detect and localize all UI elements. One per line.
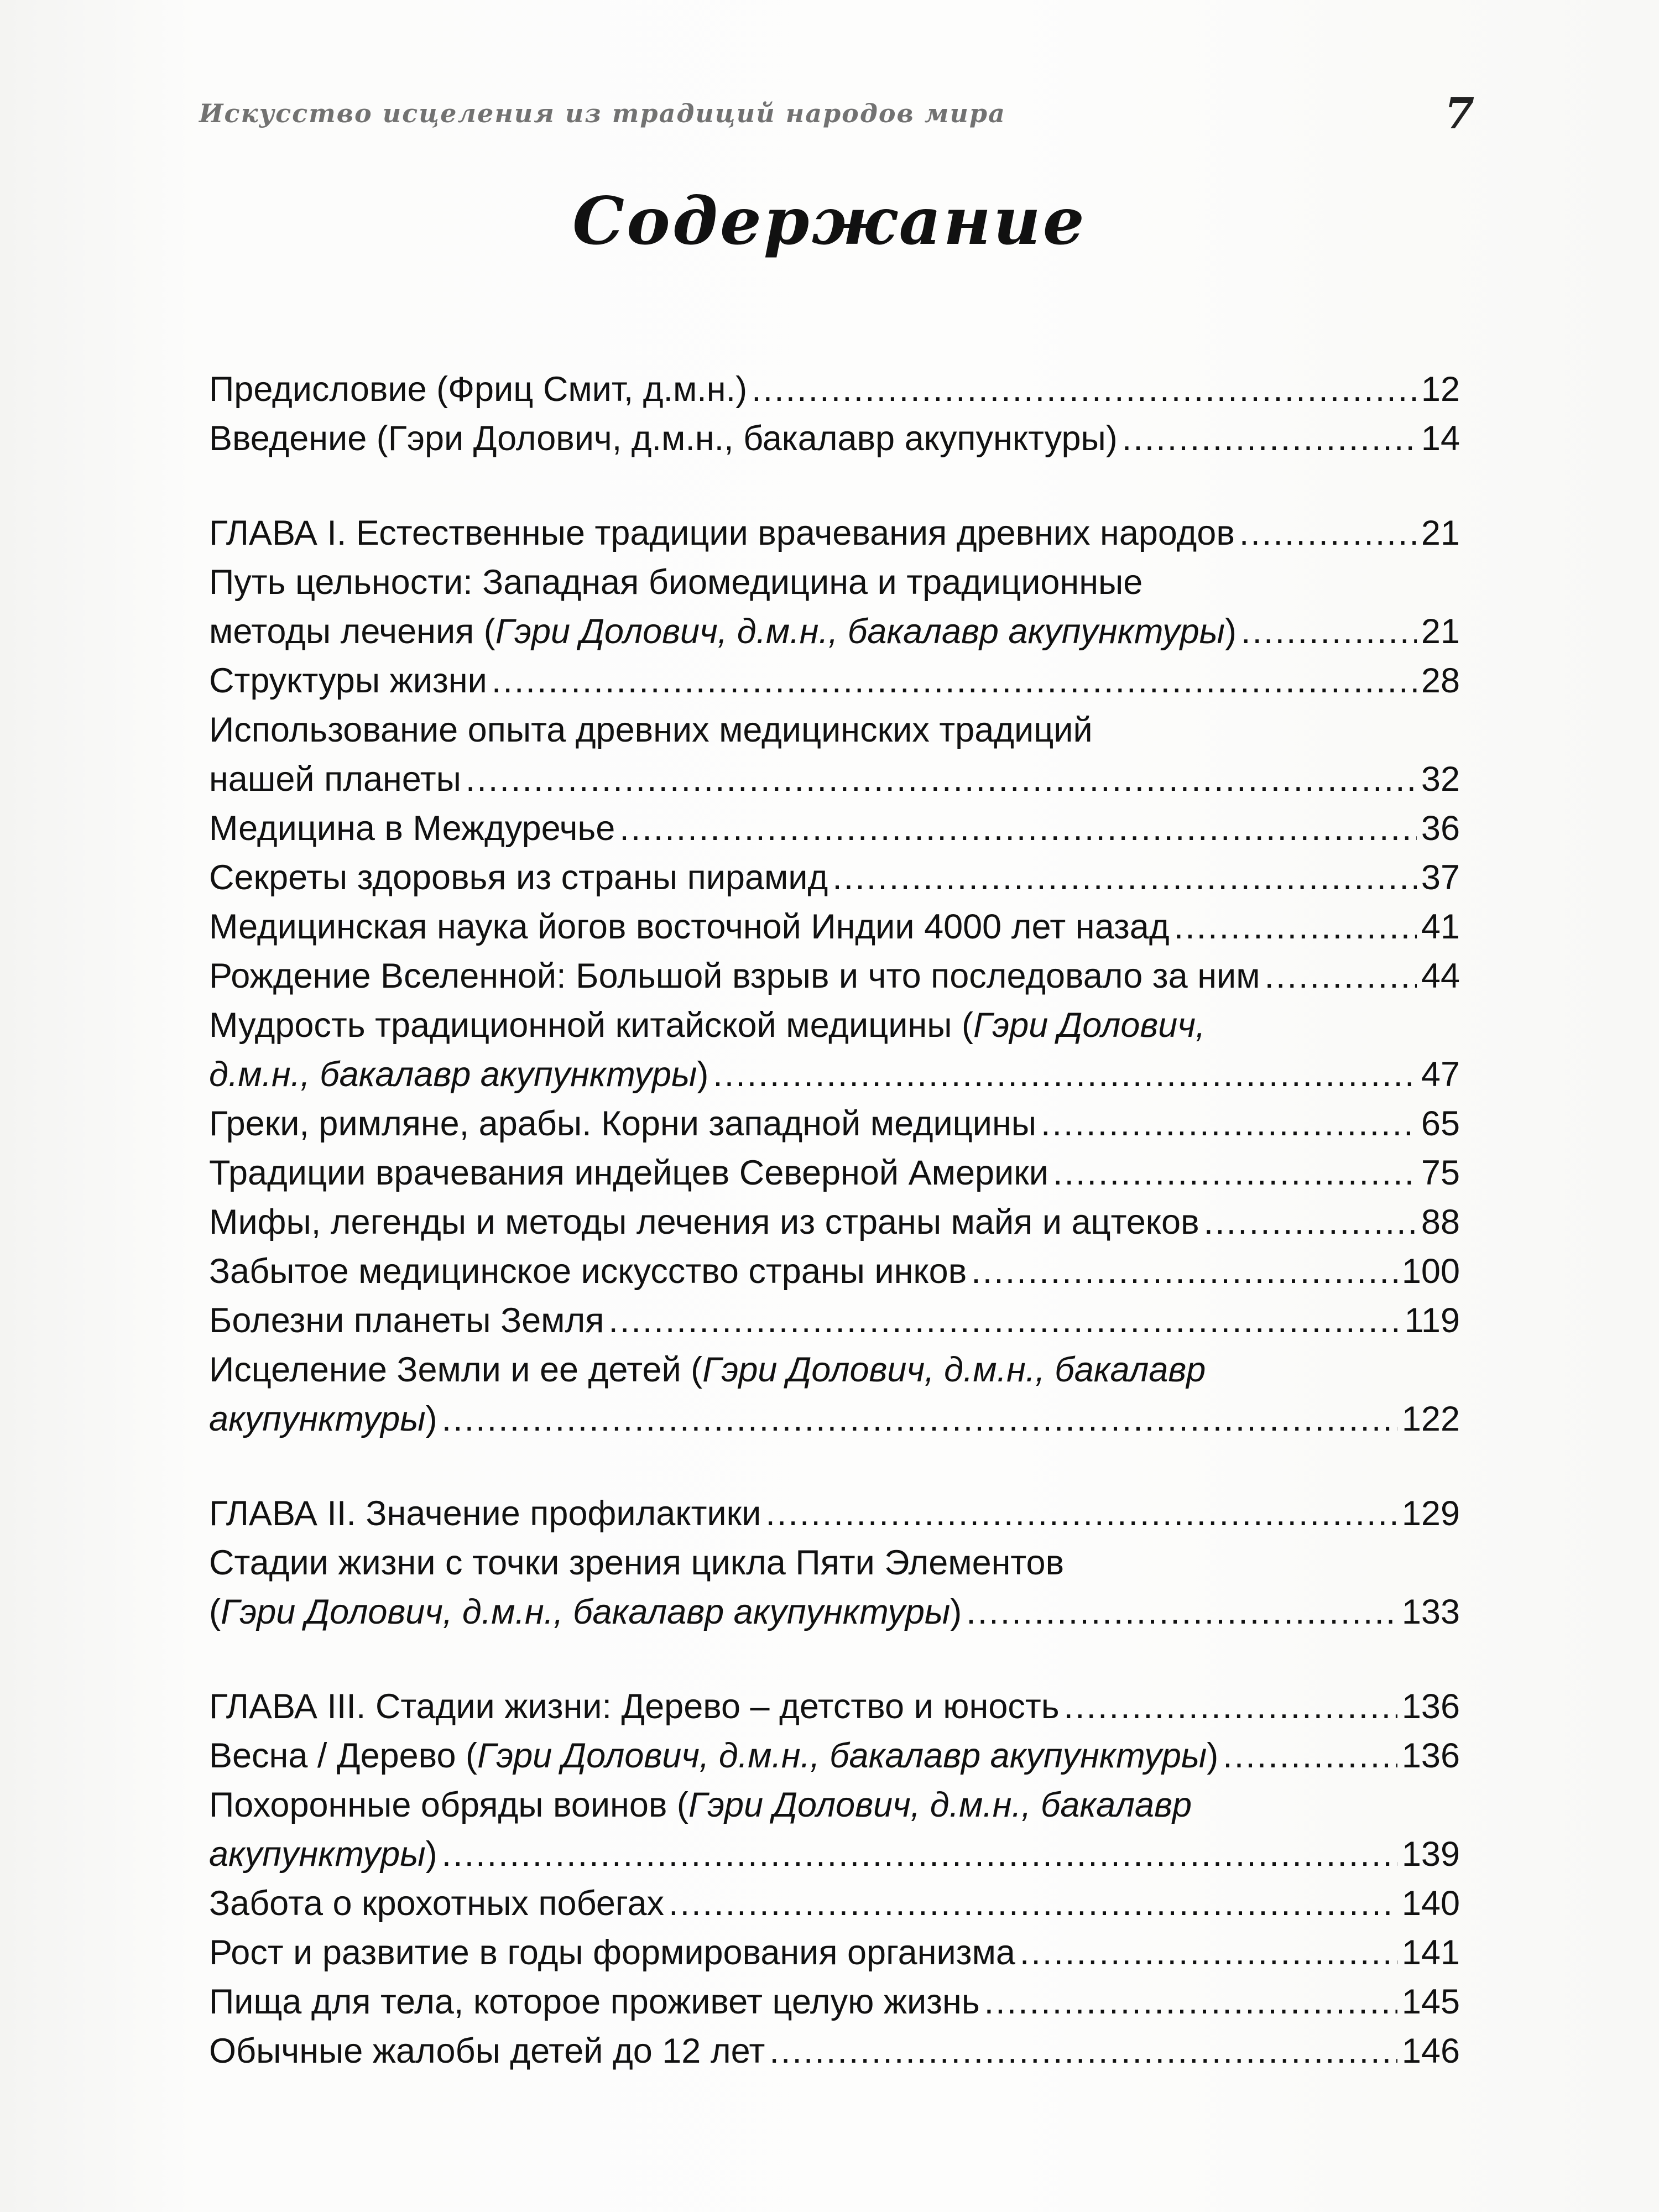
toc-title-text: Стадии жизни с точки зрения цикла Пяти Элементов	[209, 1543, 1065, 1582]
toc-title-text: Рождение Вселенной: Большой взрыв и что последовало за ним	[209, 957, 1260, 995]
toc-entry-title	[209, 1538, 1064, 1588]
toc-page-number: 36	[1421, 809, 1460, 848]
toc-page-number: 136	[1401, 1687, 1460, 1726]
toc-page-number: 14	[1421, 419, 1460, 458]
toc-title-text: Путь цельности: Западная биомедицина и традиционные	[209, 563, 1143, 602]
toc-entry-title	[209, 1588, 962, 1637]
toc-page-number: 139	[1401, 1835, 1460, 1874]
toc-title-text: Весна / Дерево (	[209, 1736, 477, 1775]
toc-entry-title	[209, 1731, 1218, 1781]
toc-entry-line	[209, 1247, 1460, 1296]
toc-entry-title	[209, 1296, 604, 1345]
toc-title-text: Введение (Гэри Долович, д.м.н., бакалавр акупунктуры)	[209, 419, 1118, 458]
toc-entry-title	[209, 2027, 765, 2076]
toc-entry	[209, 1198, 1460, 1247]
toc-page-number: 88	[1421, 1203, 1460, 1241]
toc-entry-line	[209, 607, 1460, 656]
toc-entry	[209, 1149, 1460, 1198]
toc-entry-line	[209, 1001, 1460, 1050]
toc-title-text: Пища для тела, которое проживет целую жизнь	[209, 1983, 980, 2021]
toc-entry-line	[209, 1978, 1460, 2027]
toc-entry-line	[209, 1538, 1460, 1588]
toc-entry-title	[209, 1830, 437, 1879]
toc-author-text: д.м.н., бакалавр акупунктуры	[209, 1055, 697, 1094]
toc-entry	[209, 509, 1460, 558]
dot-leader	[1265, 952, 1417, 1001]
toc-page-number: 41	[1421, 907, 1460, 946]
dot-leader	[769, 2027, 1397, 2076]
toc-entry-line	[209, 509, 1460, 558]
toc-entry-line	[209, 902, 1460, 952]
toc-title-text: Предисловие (Фриц Смит, д.м.н.)	[209, 370, 748, 409]
dot-leader	[752, 365, 1417, 414]
toc-title-text: )	[1207, 1736, 1219, 1775]
toc-entry	[209, 1489, 1460, 1538]
toc-page-number: 32	[1421, 760, 1460, 799]
toc-title-text: Похоронные обряды воинов (	[209, 1786, 688, 1824]
dot-leader	[765, 1489, 1397, 1538]
toc-title-text: Медицинская наука йогов восточной Индии 4000 лет назад	[209, 907, 1170, 946]
toc-page-number: 146	[1401, 2032, 1460, 2070]
toc-author-text: Гэри Долович, д.м.н., бакалавр	[688, 1786, 1192, 1824]
toc-entry	[209, 1978, 1460, 2027]
toc-page-number: 21	[1421, 514, 1460, 552]
toc-entry-title	[209, 1395, 437, 1444]
toc-entry-line	[209, 1830, 1460, 1879]
toc-entry-title	[209, 509, 1235, 558]
toc-entry-line	[209, 1050, 1460, 1099]
page-number: 7	[1444, 88, 1475, 139]
toc-entry	[209, 1928, 1460, 1978]
toc-author-text: Гэри Долович, д.м.н., бакалавр акупунктуры	[477, 1736, 1207, 1775]
toc-page-number: 44	[1421, 957, 1460, 995]
toc-entry	[209, 853, 1460, 902]
toc-title-text: Медицина в Междуречье	[209, 809, 615, 848]
toc-entry-title	[209, 558, 1142, 607]
section-gap	[209, 1444, 1460, 1489]
toc-entry-line	[209, 1879, 1460, 1928]
toc-title-text: Мудрость традиционной китайской медицины (	[209, 1006, 974, 1045]
toc-page-number: 37	[1421, 858, 1460, 897]
toc-page-number: 140	[1401, 1884, 1460, 1923]
toc-title-text: )	[697, 1055, 709, 1094]
dot-leader	[966, 1588, 1397, 1637]
toc-entry-line	[209, 1198, 1460, 1247]
toc-entry-title	[209, 1247, 967, 1296]
toc-entry	[209, 1296, 1460, 1345]
toc-page-number: 141	[1401, 1933, 1460, 1972]
toc-entry-line	[209, 1395, 1460, 1444]
dot-leader	[1064, 1682, 1397, 1731]
toc-entry	[209, 1099, 1460, 1149]
toc-title-text: )	[425, 1835, 437, 1874]
toc-entry	[209, 558, 1460, 656]
dot-leader	[1053, 1149, 1417, 1198]
toc-title-text: Забота о крохотных побегах	[209, 1884, 665, 1923]
toc-entry-title	[209, 902, 1170, 952]
dot-leader	[1241, 607, 1417, 656]
toc-entry-line	[209, 1682, 1460, 1731]
dot-leader	[713, 1050, 1417, 1099]
toc-entry-title	[209, 755, 461, 804]
dot-leader	[1174, 902, 1417, 952]
toc-entry-line	[209, 755, 1460, 804]
toc-title-text: Греки, римляне, арабы. Корни западной медицины	[209, 1104, 1037, 1143]
toc-entry-title	[209, 1879, 664, 1928]
toc-entry-line	[209, 414, 1460, 463]
toc-entry	[209, 1682, 1460, 1731]
toc-entry	[209, 1731, 1460, 1781]
toc-entry-title	[209, 1345, 1206, 1395]
toc-title-text: (	[209, 1593, 221, 1631]
toc-title-text: Секреты здоровья из страны пирамид	[209, 858, 828, 897]
toc-title-text: Болезни планеты Земля	[209, 1301, 604, 1340]
toc-title-text: методы лечения (	[209, 612, 495, 651]
section-gap	[209, 463, 1460, 509]
dot-leader	[832, 853, 1417, 902]
toc-entry	[209, 2027, 1460, 2076]
toc-page-number: 133	[1401, 1593, 1460, 1631]
toc-entry-line	[209, 853, 1460, 902]
toc-entry-line	[209, 706, 1460, 755]
toc-title-text: Традиции врачевания индейцев Северной Америки	[209, 1154, 1048, 1192]
toc-entry-line	[209, 365, 1460, 414]
table-of-contents	[209, 365, 1460, 2076]
toc-entry	[209, 804, 1460, 853]
toc-entry-line	[209, 1928, 1460, 1978]
toc-title-text: )	[1225, 612, 1237, 651]
toc-title-text: ГЛАВА I. Естественные традиции врачевания древних народов	[209, 514, 1235, 552]
toc-author-text: Гэри Долович,	[973, 1006, 1206, 1045]
toc-entry-title	[209, 1978, 980, 2027]
toc-title-text: Рост и развитие в годы формирования организма	[209, 1933, 1015, 1972]
toc-page-number: 21	[1421, 612, 1460, 651]
toc-entry	[209, 902, 1460, 952]
toc-entry-title	[209, 1489, 761, 1538]
toc-entry	[209, 952, 1460, 1001]
toc-author-text: Гэри Долович, д.м.н., бакалавр акупунктуры	[495, 612, 1225, 651]
toc-entry-title	[209, 414, 1118, 463]
toc-entry-line	[209, 1731, 1460, 1781]
dot-leader	[1223, 1731, 1397, 1781]
toc-entry-line	[209, 952, 1460, 1001]
toc-author-text: Гэри Долович, д.м.н., бакалавр	[702, 1350, 1206, 1389]
dot-leader	[984, 1978, 1397, 2027]
toc-entry-title	[209, 853, 828, 902]
toc-entry	[209, 1247, 1460, 1296]
toc-entry-title	[209, 952, 1260, 1001]
toc-entry-line	[209, 804, 1460, 853]
toc-entry-title	[209, 804, 615, 853]
toc-author-text: акупунктуры	[209, 1400, 426, 1438]
toc-entry-line	[209, 558, 1460, 607]
toc-entry-line	[209, 656, 1460, 706]
toc-entry-title	[209, 656, 487, 706]
toc-page-number: 12	[1421, 370, 1460, 409]
toc-entry-line	[209, 1588, 1460, 1637]
toc-entry-title	[209, 1682, 1060, 1731]
toc-entry-title	[209, 1928, 1015, 1978]
toc-title-text: Забытое медицинское искусство страны инков	[209, 1252, 967, 1291]
dot-leader	[442, 1830, 1397, 1879]
toc-page-number: 136	[1401, 1736, 1460, 1775]
toc-entry-title	[209, 1050, 708, 1099]
toc-page-number: 75	[1421, 1154, 1460, 1192]
toc-page-number: 47	[1421, 1055, 1460, 1094]
toc-title-text: )	[425, 1400, 437, 1438]
toc-author-text: Гэри Долович, д.м.н., бакалавр акупунктуры	[220, 1593, 951, 1631]
dot-leader	[1041, 1099, 1417, 1149]
toc-page-number: 145	[1401, 1983, 1460, 2021]
toc-entry-line	[209, 1099, 1460, 1149]
toc-title-text: ГЛАВА III. Стадии жизни: Дерево – детство и юность	[209, 1687, 1060, 1726]
dot-leader	[1204, 1198, 1417, 1247]
toc-entry-title	[209, 1001, 1205, 1050]
toc-entry	[209, 1538, 1460, 1637]
toc-author-text: акупунктуры	[209, 1835, 426, 1874]
toc-page-number: 119	[1404, 1301, 1460, 1340]
toc-entry	[209, 1879, 1460, 1928]
toc-entry-line	[209, 1781, 1460, 1830]
toc-entry-title	[209, 1781, 1192, 1830]
toc-entry	[209, 365, 1460, 414]
toc-title-text: )	[950, 1593, 962, 1631]
toc-entry-line	[209, 1489, 1460, 1538]
toc-page-number: 65	[1421, 1104, 1460, 1143]
dot-leader	[466, 755, 1417, 804]
section-gap	[209, 1637, 1460, 1682]
toc-entry	[209, 414, 1460, 463]
toc-entry	[209, 1001, 1460, 1099]
dot-leader	[492, 656, 1417, 706]
dot-leader	[1020, 1928, 1397, 1978]
toc-title-text: ГЛАВА II. Значение профилактики	[209, 1494, 761, 1533]
dot-leader	[608, 1296, 1400, 1345]
page-title: Содержание	[572, 182, 1087, 259]
toc-entry-line	[209, 1345, 1460, 1395]
toc-entry-line	[209, 2027, 1460, 2076]
toc-entry-line	[209, 1149, 1460, 1198]
toc-entry	[209, 706, 1460, 804]
toc-entry	[209, 1781, 1460, 1879]
dot-leader	[1122, 414, 1417, 463]
dot-leader	[619, 804, 1417, 853]
toc-entry-title	[209, 706, 1093, 755]
toc-page-number: 122	[1401, 1400, 1460, 1438]
toc-title-text: нашей планеты	[209, 760, 461, 799]
toc-entry-title	[209, 1149, 1048, 1198]
toc-title-text: Исцеление Земли и ее детей (	[209, 1350, 703, 1389]
toc-entry	[209, 1345, 1460, 1444]
dot-leader	[971, 1247, 1397, 1296]
dot-leader	[442, 1395, 1397, 1444]
toc-page-number: 100	[1401, 1252, 1460, 1291]
running-header: Искусство исцеления из традиций народов мира	[199, 98, 1006, 128]
toc-title-text: Использование опыта древних медицинских традиций	[209, 711, 1093, 749]
toc-page-number: 28	[1421, 661, 1460, 700]
toc-entry-title	[209, 1198, 1199, 1247]
toc-entry-title	[209, 365, 747, 414]
toc-entry-title	[209, 1099, 1036, 1149]
dot-leader	[1239, 509, 1417, 558]
dot-leader	[669, 1879, 1397, 1928]
toc-entry-line	[209, 1296, 1460, 1345]
toc-entry-title	[209, 607, 1237, 656]
toc-title-text: Обычные жалобы детей до 12 лет	[209, 2032, 765, 2070]
toc-entry	[209, 656, 1460, 706]
toc-page-number: 129	[1401, 1494, 1460, 1533]
toc-title-text: Структуры жизни	[209, 661, 487, 700]
toc-title-text: Мифы, легенды и методы лечения из страны майя и ацтеков	[209, 1203, 1199, 1241]
